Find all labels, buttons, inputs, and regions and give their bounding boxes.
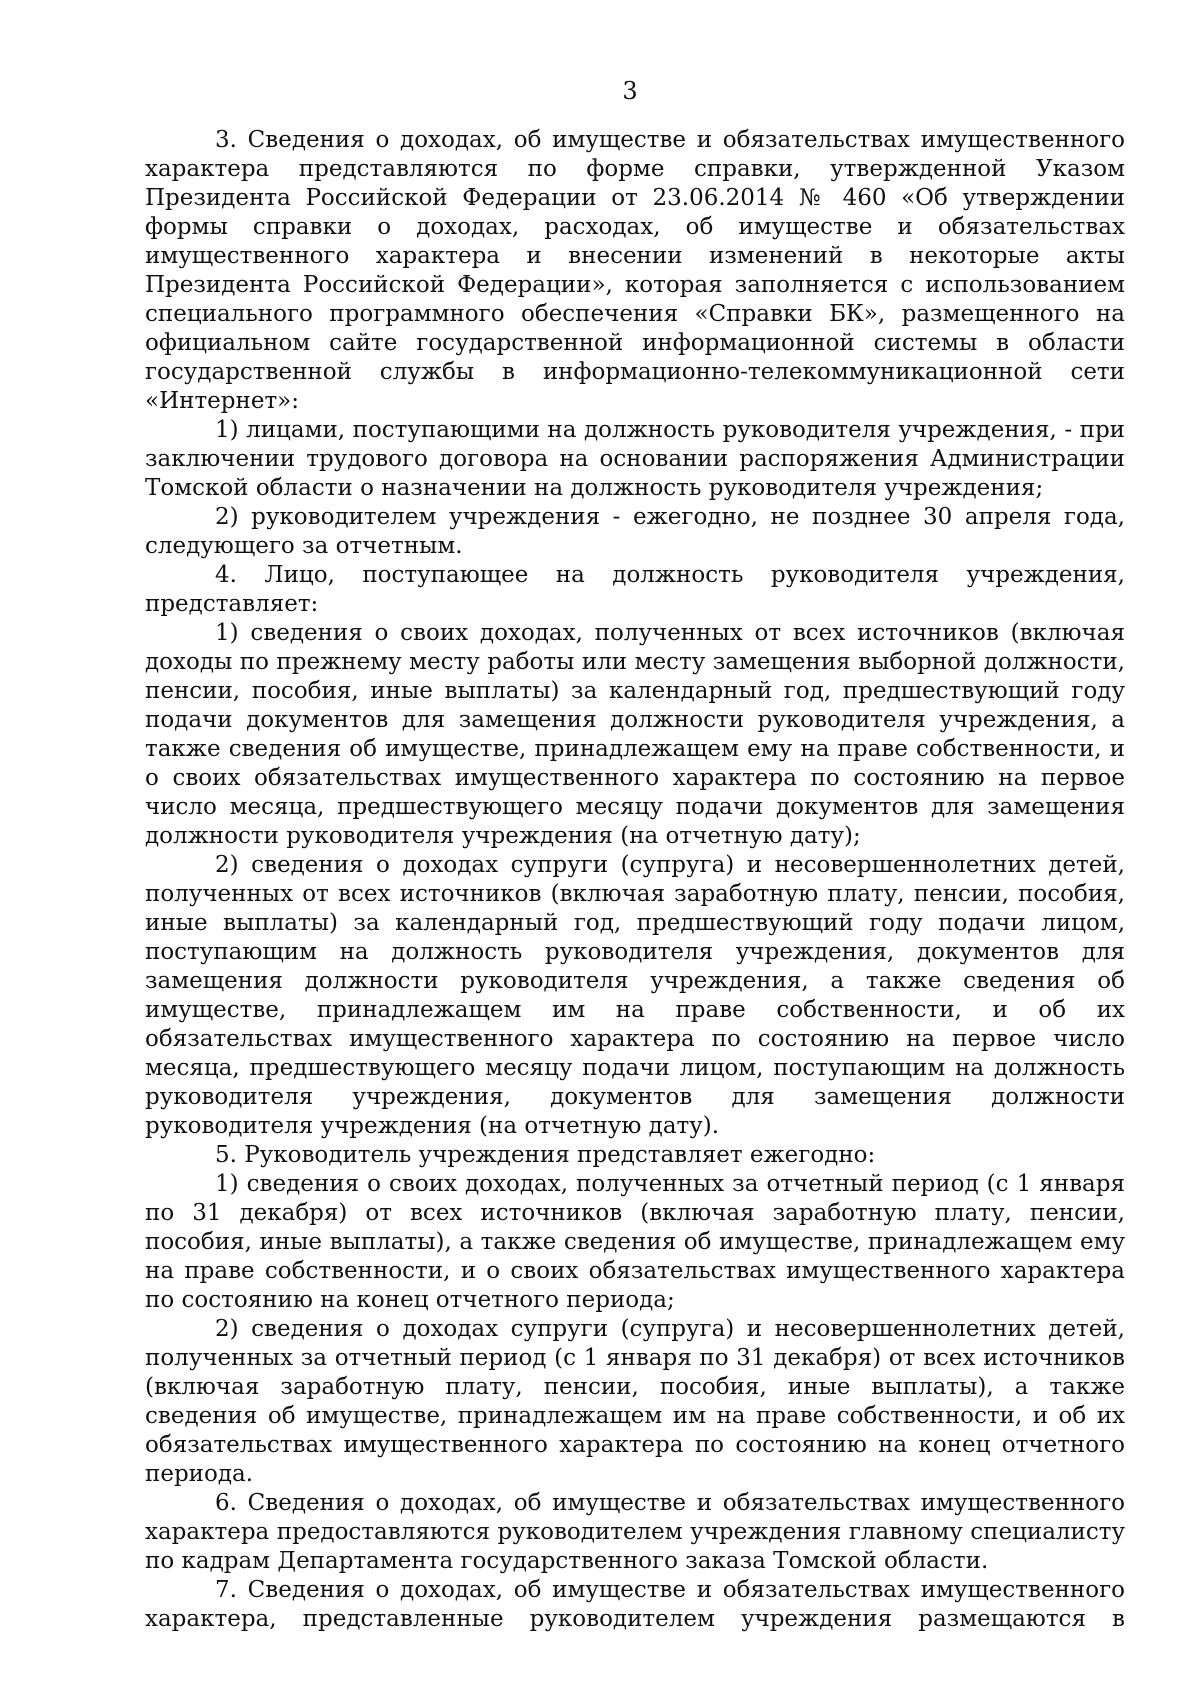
paragraph-4-item-2: 2) сведения о доходах супруги (супруга) и несовершеннолетних детей, полученных от всех источников (включая заработную плату, пенсии, пособия, иные выплаты) за календарный год, предшествующий году подачи лицом, поступающим на должность руководителя учреждения, документов для замещения должности руководителя учреждения, а также сведения об имуществе, принадлежащем им на праве собственности, и об их обязательствах имущественного характера по состоянию на первое число месяца, предшествующего месяцу подачи лицом, поступающим на должность руководителя учреждения, документов для замещения должности руководителя учреждения (на отчетную дату). [145,852,1125,1139]
document-body [145,126,1125,1634]
paragraph-4-item-1: 1) сведения о своих доходах, полученных от всех источников (включая доходы по прежнему месту работы или месту замещения выборной должности, пенсии, пособия, иные выплаты) за календарный год, предшествующий году подачи документов для замещения должности руководителя учреждения, а также сведения об имуществе, принадлежащем ему на праве собственности, и о своих обязательствах имущественного характера по состоянию на первое число месяца, предшествующего месяцу подачи документов для замещения должности руководителя учреждения (на отчетную дату); [145,620,1125,849]
paragraph-3-item-2: 2) руководителем учреждения - ежегодно, не позднее 30 апреля года, следующего за отчетным. [145,504,1125,559]
paragraph-7: 7. Сведения о доходах, об имуществе и обязательствах имущественного характера, представленные руководителем учреждения размещаются в [145,1577,1125,1632]
paragraph-3: 3. Сведения о доходах, об имуществе и обязательствах имущественного характера представляются по форме справки, утвержденной Указом Президента Российской Федерации от 23.06.2014 № 460 «Об утверждении формы справки о доходах, расходах, об имуществе и обязательствах имущественного характера и внесении изменений в некоторые акты Президента Российской Федерации», которая заполняется с использованием специального программного обеспечения «Справки БК», размещенного на официальном сайте государственной информационной системы в области государственной службы в информационно-телекоммуникационной сети «Интернет»: [145,127,1125,414]
paragraph-6: 6. Сведения о доходах, об имуществе и обязательствах имущественного характера предоставляются руководителем учреждения главному специалисту по кадрам Департамента государственного заказа Томской области. [145,1490,1125,1574]
paragraph-5-item-1: 1) сведения о своих доходах, полученных за отчетный период (с 1 января по 31 декабря) от всех источников (включая заработную плату, пенсии, пособия, иные выплаты), а также сведения об имуществе, принадлежащем ему на праве собственности, и о своих обязательствах имущественного характера по состоянию на конец отчетного периода; [145,1171,1125,1313]
paragraph-5-item-2: 2) сведения о доходах супруги (супруга) и несовершеннолетних детей, полученных за отчетный период (с 1 января по 31 декабря) от всех источников (включая заработную плату, пенсии, пособия, иные выплаты), а также сведения об имуществе, принадлежащем им на праве собственности, и об их обязательствах имущественного характера по состоянию на конец отчетного периода. [145,1316,1125,1487]
page-number: 3 [622,77,638,105]
paragraph-5: 5. Руководитель учреждения представляет ежегодно: [215,1142,876,1168]
paragraph-4: 4. Лицо, поступающее на должность руководителя учреждения, представляет: [145,562,1125,617]
paragraph-3-item-1: 1) лицами, поступающими на должность руководителя учреждения, - при заключении трудового договора на основании распоряжения Администрации Томской области о назначении на должность руководителя учреждения; [145,417,1125,501]
